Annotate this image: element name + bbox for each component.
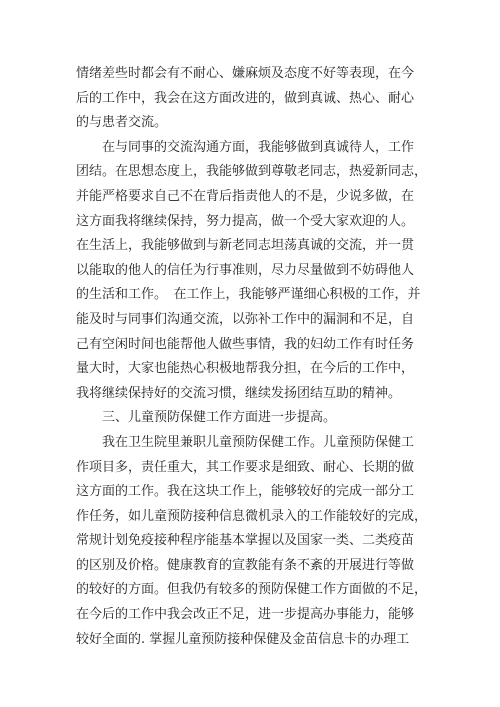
text-line: 这方面我将继续保持，努力提高，做一个受大家欢迎的人。 <box>76 213 415 229</box>
text-line: 的区别及价格。健康教育的宣教能有条不紊的开展进行等做 <box>76 557 415 573</box>
text-line: 情绪差些时都会有不耐心、嫌麻烦及态度不好等表现，在今 <box>76 66 415 81</box>
text-line: 常规计划免疫接种程序能基本掌握以及国家一类、二类疫苗 <box>76 533 415 549</box>
text-line: 量大时，大家也能热心积极地帮我分担，在今后的工作中， <box>76 361 415 377</box>
text-line: 的生活和工作。 在工作上，我能够严谨细心积极的工作，并 <box>76 287 421 303</box>
text-line: 的与患者交流。 <box>76 115 168 131</box>
text-line: 我将继续保持好的交流习惯，继续发扬团结互助的精神。 <box>76 385 402 401</box>
text-line: 以能取的他人的信任为行事准则，尽力尽量做到不妨碍他人 <box>76 262 415 278</box>
text-line: 并能严格要求自己不在背后指责他人的不是，少说多做，在 <box>76 188 415 204</box>
section-heading: 三、儿童预防保健工作方面进一步提高。 <box>76 410 337 426</box>
text-line: 团结。在思想态度上，我能够做到尊敬老同志，热爱新同志， <box>76 164 428 180</box>
text-line: 在今后的工作中我会改正不足，进一步提高办事能力，能够 <box>76 607 415 623</box>
text-line: 我在卫生院里兼职儿童预防保健工作。儿童预防保健工 <box>76 434 415 450</box>
document-body <box>76 62 428 652</box>
text-line: 后的工作中，我会在这方面改进的，做到真诚、热心、耐心 <box>76 90 415 106</box>
text-line: 较好全面的. 掌握儿童预防接种保健及金苗信息卡的办理工 <box>76 631 410 647</box>
text-line: 这方面的工作。我在这块工作上，能够较好的完成一部分工 <box>76 484 415 500</box>
text-line: 在生活上，我能够做到与新老同志坦荡真诚的交流，并一贯 <box>76 238 415 254</box>
text-line: 在与同事的交流沟通方面，我能够做到真诚待人，工作 <box>76 139 415 155</box>
text-line: 作任务，如儿童预防接种信息微机录入的工作能较好的完成， <box>76 508 428 524</box>
text-line: 的较好的方面。但我仍有较多的预防保健工作方面做的不足， <box>76 582 428 598</box>
text-line: 作项目多，责任重大，其工作要求是细致、耐心、长期的做 <box>76 459 415 475</box>
text-line: 己有空闲时间也能帮他人做些事情，我的妇幼工作有时任务 <box>76 336 415 352</box>
text-line: 能及时与同事们沟通交流，以弥补工作中的漏洞和不足，自 <box>76 311 415 327</box>
